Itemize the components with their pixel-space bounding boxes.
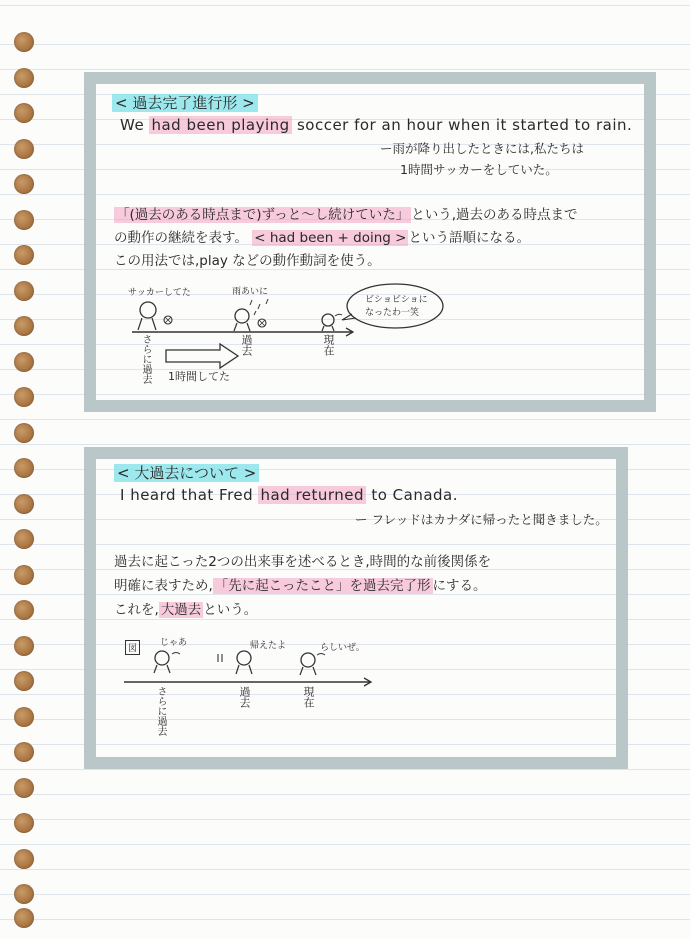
hole-icon bbox=[14, 210, 34, 230]
section1-example-sentence: We had been playing soccer for an hour when it started to rain. bbox=[120, 116, 633, 134]
hole-icon bbox=[14, 636, 34, 656]
binder-holes bbox=[14, 28, 38, 928]
hole-icon bbox=[14, 139, 34, 159]
section1-explanation-line2: の動作の継続を表す。 < had been + doing > という語順になる。 bbox=[114, 230, 530, 246]
hole-icon bbox=[14, 671, 34, 691]
section2-example-sentence: I heard that Fred had returned to Canada. bbox=[120, 486, 459, 504]
hole-icon bbox=[14, 423, 34, 443]
label2-past: 過去 bbox=[238, 686, 251, 708]
highlight-had-been-playing: had been playing bbox=[151, 116, 290, 134]
section1-explanation-line3: この用法では,play などの動作動詞を使う。 bbox=[114, 253, 381, 269]
hole-icon bbox=[14, 494, 34, 514]
label-rain: 雨あいに bbox=[232, 287, 269, 297]
hole-icon bbox=[14, 813, 34, 833]
label-back: 帰えたよ bbox=[250, 641, 287, 651]
hole-icon bbox=[14, 778, 34, 798]
hole-icon bbox=[14, 316, 34, 336]
bubble-text-line2: なったわ一笑 bbox=[365, 308, 420, 318]
stick-figure-icon bbox=[301, 653, 315, 667]
hole-icon bbox=[14, 884, 34, 904]
rain-drops-icon bbox=[250, 299, 268, 315]
section2-title: < 大過去について > bbox=[114, 462, 259, 483]
hole-icon bbox=[14, 281, 34, 301]
duration-arrow-icon bbox=[166, 344, 238, 368]
section2-translation: ー フレッドはカナダに帰ったと聞きました。 bbox=[355, 512, 608, 527]
section1-explanation-line1: 「(過去のある時点まで)ずっと〜し続けていた」 という,過去のある時点まで bbox=[116, 207, 578, 223]
hole-icon bbox=[14, 600, 34, 620]
hole-icon bbox=[14, 707, 34, 727]
stick-figure-icon bbox=[322, 314, 334, 326]
hole-icon bbox=[14, 245, 34, 265]
label2-earlier-past: さらに過去 bbox=[155, 686, 166, 736]
stick-figure-icon bbox=[155, 651, 169, 665]
stick-figure-icon bbox=[235, 309, 249, 323]
label-seems: らしいぜ。 bbox=[320, 643, 365, 653]
section2-explanation-line2: 明確に表すため, 「先に起こったこと」を過去完了形 にする。 bbox=[114, 578, 487, 594]
hole-icon bbox=[14, 103, 34, 123]
section1-translation-line2: 1時間サッカーをしていた。 bbox=[400, 162, 558, 177]
highlight-had-returned: had returned bbox=[260, 486, 365, 504]
hole-icon bbox=[14, 458, 34, 478]
hole-icon bbox=[14, 387, 34, 407]
section2-explanation-line1: 過去に起こった2つの出来事を述べるとき,時間的な前後関係を bbox=[114, 554, 492, 570]
label-return: じゃあ bbox=[160, 638, 188, 648]
label-past: 過去 bbox=[240, 334, 253, 356]
hole-icon bbox=[14, 32, 34, 52]
hole-icon bbox=[14, 174, 34, 194]
stick-figure-icon bbox=[140, 302, 156, 318]
section2-explanation-line3: これを, 大過去 という。 bbox=[114, 602, 258, 618]
hole-icon bbox=[14, 565, 34, 585]
hole-icon bbox=[14, 529, 34, 549]
hole-icon bbox=[14, 908, 34, 928]
bubble-text-line1: ビショビショに bbox=[365, 295, 428, 305]
hole-icon bbox=[14, 742, 34, 762]
hole-icon bbox=[14, 849, 34, 869]
label-one-hour: 1時間してた bbox=[168, 370, 230, 383]
figure-label: 図 bbox=[125, 640, 140, 655]
label-now: 現在 bbox=[322, 334, 335, 356]
section1-translation-line1: ー雨が降り出したときには,私たちは bbox=[380, 141, 584, 156]
label-earlier-past: さらに過去 bbox=[140, 334, 151, 384]
hole-icon bbox=[14, 352, 34, 372]
hole-icon bbox=[14, 68, 34, 88]
section1-title: < 過去完了進行形 > bbox=[112, 92, 258, 113]
stick-figure-icon bbox=[237, 651, 251, 665]
label-playing: サッカーしてた bbox=[128, 288, 191, 298]
label2-now: 現在 bbox=[302, 686, 315, 708]
